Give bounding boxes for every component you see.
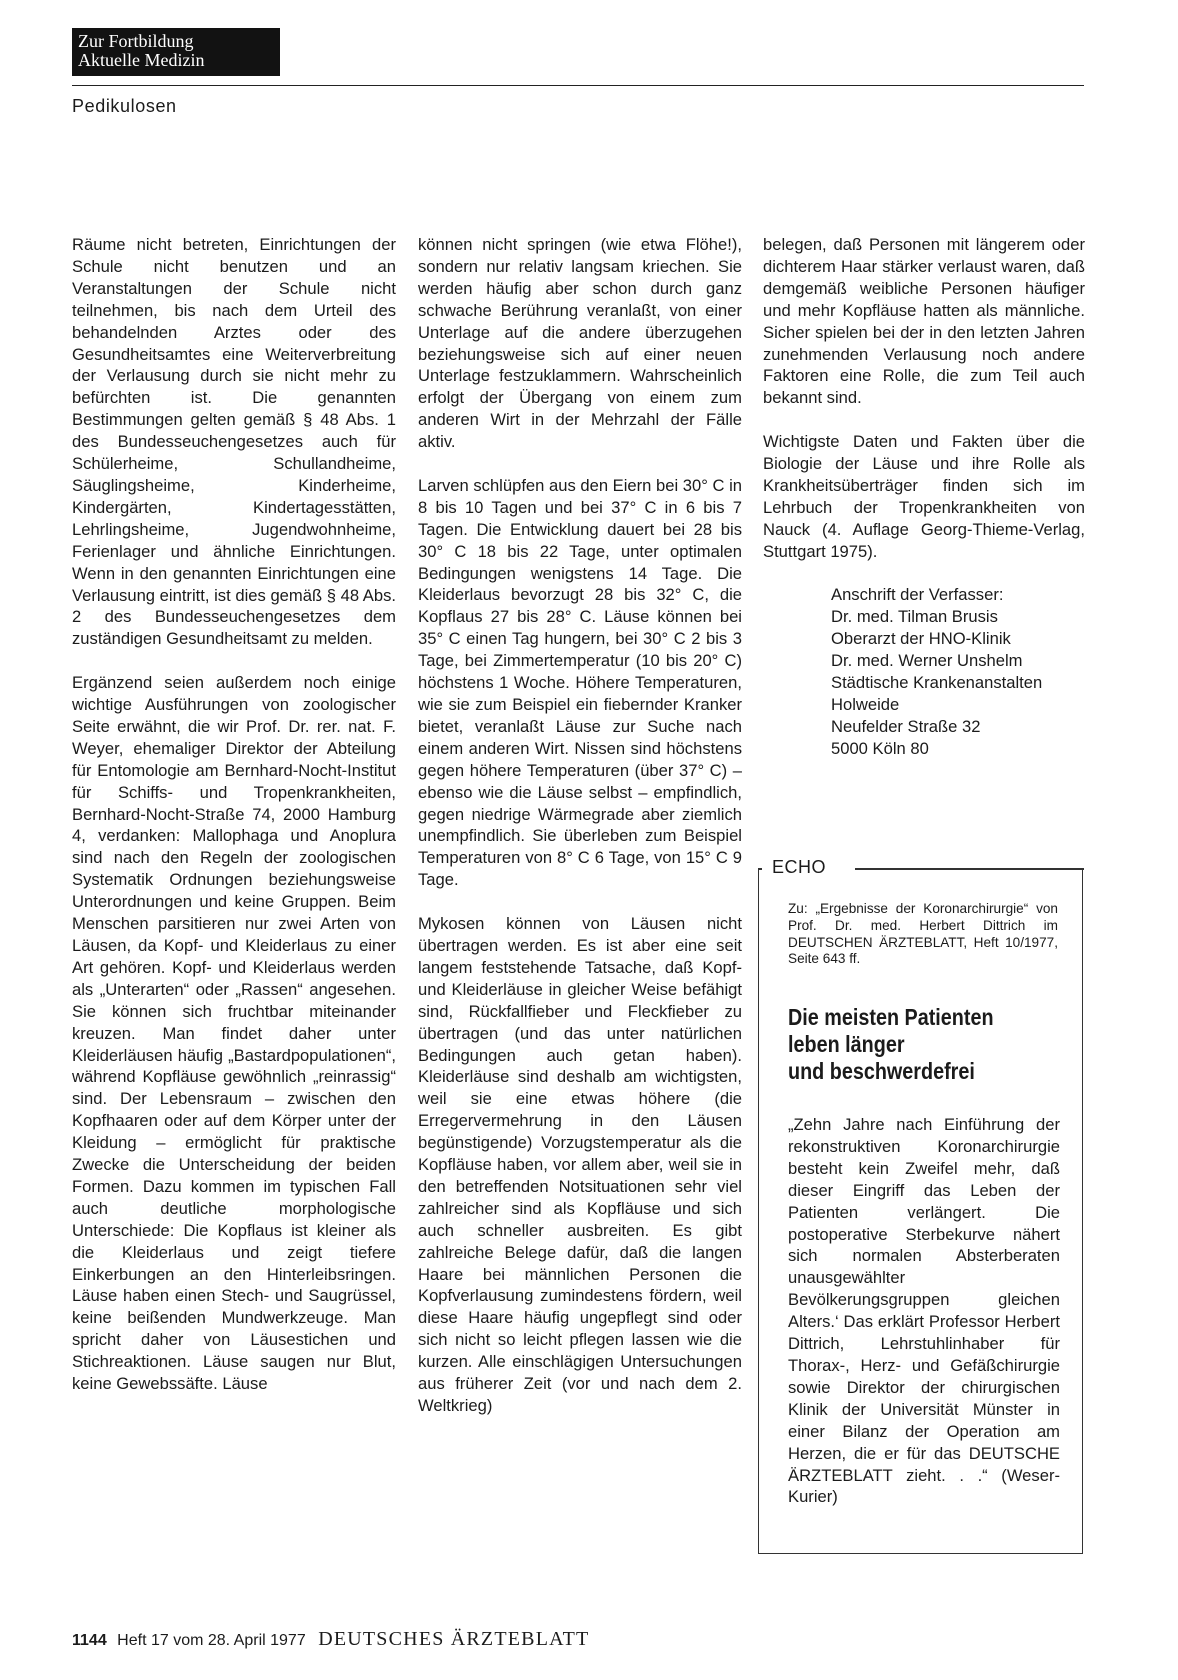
paragraph: Mykosen können von Läusen nicht übertragen werden. Es ist aber eine seit langem feststehende Tatsache, daß Kopf- und Kleiderläuse in gleicher Weise befähigt sind, Rückfallfieber und Fleckfieber zu übertragen (und das unter natürlichen Bedingungen auch getan haben). Kleiderläuse sind deshalb am wichtigsten, weil sie eine etwas höhere (die Erregervermehrung in den Läusen begünstigende) Vorzugstemperatur als die Kopfläuse haben, vor allem aber, weil sie in den betreffenden Notsituationen sehr viel zahlreicher sind als Kopfläuse und sich auch schneller ausbreiten. Es gibt zahlreiche Belege dafür, daß die langen Haare bei männlichen Personen die Kopfverlausung zumindestens fördern, weil diese Haare häufig ungepflegt sind oder sich nicht so leicht pflegen lassen wie die kurzen. Alle einschlägigen Untersuchungen aus früherer Zeit (vor und nach dem 2. Weltkrieg) bbox=[418, 914, 742, 1415]
echo-label: ECHO bbox=[769, 857, 829, 878]
paragraph: Larven schlüpfen aus den Eiern bei 30° C in 8 bis 10 Tagen und bei 37° C in 6 bis 7 Tagen. Die Entwicklung dauert bei 28 bis 30° C 18 bis 22 Tage, unter optimalen Bedingungen wenigstens 14 Tage. Die Kleiderlaus bevorzugt 28 bis 32° C, die Kopflaus 27 bis 28° C. Läuse können bei 35° C einen Tag hungern, bei 30° C 2 bis 3 Tage, bei Zimmertemperatur (10 bis 20° C) höchstens 1 Woche. Höhere Temperaturen, wie sie zum Beispiel ein fiebernder Kranker bietet, veranlaßt Läuse zur Suche nach einem anderen Wirt. Nissen sind höchstens gegen höhere Temperaturen (über 37° C) – ebenso wie die Läuse selbst – empfindlich, gegen niedrige Wärmegrade aber ziemlich unempfindlich. Sie überleben zum Beispiel Temperaturen von 8° C 6 Tage, von 15° C 9 Tage. bbox=[418, 475, 742, 890]
address-line: 5000 Köln 80 bbox=[831, 738, 929, 758]
headline-line: leben länger bbox=[788, 1031, 905, 1057]
paragraph: Ergänzend seien außerdem noch einige wichtige Ausführungen von zoologischer Seite erwähnt, die wir Prof. Dr. rer. nat. F. Weyer, ehemaliger Direktor der Abteilung für Entomologie am Bernhard-Nocht-Institut für Schiffs- und Tropenkrankheiten, Bernhard-Nocht-Straße 74, 2000 Hamburg 4, verdanken: Mallophaga und Anoplura sind nach den Regeln der zoologischen Systematik Ordnungen beziehungsweise Unterordnungen und keine Gruppen. Beim Menschen parsitieren nur zwei Arten von Läusen, da Kopf- und Kleiderlaus zu einer Art gehören. Kopf- und Kleiderlaus werden als „Unterarten“ oder „Rassen“ angesehen. Sie können sich fruchtbar miteinander kreuzen. Man findet daher unter Kleiderläusen häufig „Bastardpopulationen“, während Kopfläuse gewöhnlich „reinrassig“ sind. Der Lebensraum – zwischen den Kopfhaaren oder auf dem Körper unter der Kleidung – ermöglicht für praktische Zwecke die Unterscheidung der beiden Formen. Dazu kommen im typischen Fall auch deutliche morphologische Unterschiede: Die Kopflaus ist kleiner als die Kleiderlaus und zeigt tiefere Einkerbungen an den Hinterleibsringen. Läuse haben einen Stech- und Saugrüssel, keine beißenden Mundwerkzeuge. Man spricht daher von Läusestichen und Stichreaktionen. Läuse saugen nur Blut, keine Gewebssäfte. Läuse bbox=[72, 673, 396, 1394]
address-line: Neufelder Straße 32 bbox=[831, 716, 981, 736]
headline-line: und beschwerdefrei bbox=[788, 1058, 975, 1084]
address-line: Oberarzt der HNO-Klinik bbox=[831, 629, 1011, 649]
address-line: Städtische Krankenanstalten bbox=[831, 673, 1043, 693]
echo-box bbox=[758, 857, 1083, 1554]
journal-name: DEUTSCHES ÄRZTEBLATT bbox=[318, 1628, 590, 1650]
page-number: 1144 bbox=[72, 1632, 107, 1649]
paragraph: können nicht springen (wie etwa Flöhe!), sondern nur relativ langsam kriechen. Sie werden häufig aber schon durch ganz schwache Berührung veranlaßt, von einer Unterlage auf die andere überzugehen beziehungsweise sich auf einer neuen Unterlage festzuklammern. Wahrscheinlich erfolgt der Übergang von einem zum anderen Wirt in der Mehrzahl der Fälle aktiv. bbox=[418, 235, 742, 452]
column-3 bbox=[763, 234, 1085, 760]
address-line: Dr. med. Tilman Brusis bbox=[831, 607, 998, 627]
echo-body: „Zehn Jahre nach Einführung der rekonstruktiven Koronarchirurgie besteht kein Zweifel mehr, daß dieser Eingriff das Leben der Patienten verlängert. Die postoperative Sterbekurve nähert sich normalen Absterberaten unausgewählter Bevölkerungsgruppen gleichen Alters.‘ Das erklärt Professor Herbert Dittrich, Lehrstuhlinhaber für Thorax-, Herz- und Gefäßchirurgie sowie Direktor der chirurgischen Klinik der Universität Münster in einer Bilanz der Operation am Herzen, die er für das DEUTSCHE ÄRZTEBLATT zieht. . .“ (Weser-Kurier) bbox=[788, 1115, 1060, 1507]
header-rule bbox=[72, 85, 1084, 86]
echo-reference: Zu: „Ergebnisse der Koronarchirurgie“ von Prof. Dr. med. Herbert Dittrich im DEUTSCHEN ÄRZTEBLATT, Heft 10/1977, Seite 643 ff. bbox=[788, 901, 1058, 967]
rubric-box bbox=[72, 28, 280, 76]
author-address bbox=[831, 584, 1085, 759]
echo-border-top bbox=[855, 868, 1084, 870]
address-line: Dr. med. Werner Unshelm bbox=[831, 651, 1023, 671]
address-line: Holweide bbox=[831, 695, 900, 714]
rubric-line-1: Zur Fortbildung bbox=[78, 31, 194, 51]
paragraph: Wichtigste Daten und Fakten über die Biologie der Läuse und ihre Rolle als Krankheitsüberträger finden sich im Lehrbuch der Tropenkrankheiten von Nauck (4. Auflage Georg-Thieme-Verlag, Stuttgart 1975). bbox=[763, 432, 1085, 561]
address-line: Anschrift der Verfasser: bbox=[831, 585, 1004, 605]
headline-line: Die meisten Patienten bbox=[788, 1004, 994, 1030]
echo-border-top bbox=[758, 868, 762, 870]
column-2 bbox=[418, 234, 742, 1439]
page-footer bbox=[72, 1628, 589, 1651]
section-title: Pedikulosen bbox=[72, 96, 177, 116]
paragraph: Räume nicht betreten, Einrichtungen der Schule nicht benutzen und an Veranstaltungen der Schule nicht teilnehmen, bis nach dem Urteil des behandelnden Arztes oder des Gesundheitsamtes eine Weiterverbreitung der Verlausung durch sie nicht mehr zu befürchten ist. Die genannten Bestimmungen gelten gemäß § 48 Abs. 1 des Bundesseuchengesetzes auch für Schülerheime, Schullandheime, Säuglingsheime, Kinderheime, Kindergärten, Kindertagesstätten, Lehrlingsheime, Jugendwohnheime, Ferienlager und ähnliche Einrichtungen. Wenn in den genannten Einrichtungen eine Verlausung eintritt, ist dies gemäß § 48 Abs. 2 des Bundesseuchengesetzes dem zuständigen Gesundheitsamt zu melden. bbox=[72, 235, 396, 649]
echo-headline bbox=[788, 1004, 1029, 1085]
issue-info: Heft 17 vom 28. April 1977 bbox=[117, 1632, 306, 1649]
column-1 bbox=[72, 234, 396, 1417]
rubric-line-2: Aktuelle Medizin bbox=[78, 50, 205, 70]
paragraph: belegen, daß Personen mit längerem oder dichterem Haar stärker verlaust waren, daß demgemäß weibliche Personen häufiger und mehr Kopfläuse hatten als männliche. Sicher spielen bei der in den letzten Jahren zunehmenden Verlausung noch andere Faktoren eine Rolle, die zum Teil auch bekannt sind. bbox=[763, 235, 1085, 408]
